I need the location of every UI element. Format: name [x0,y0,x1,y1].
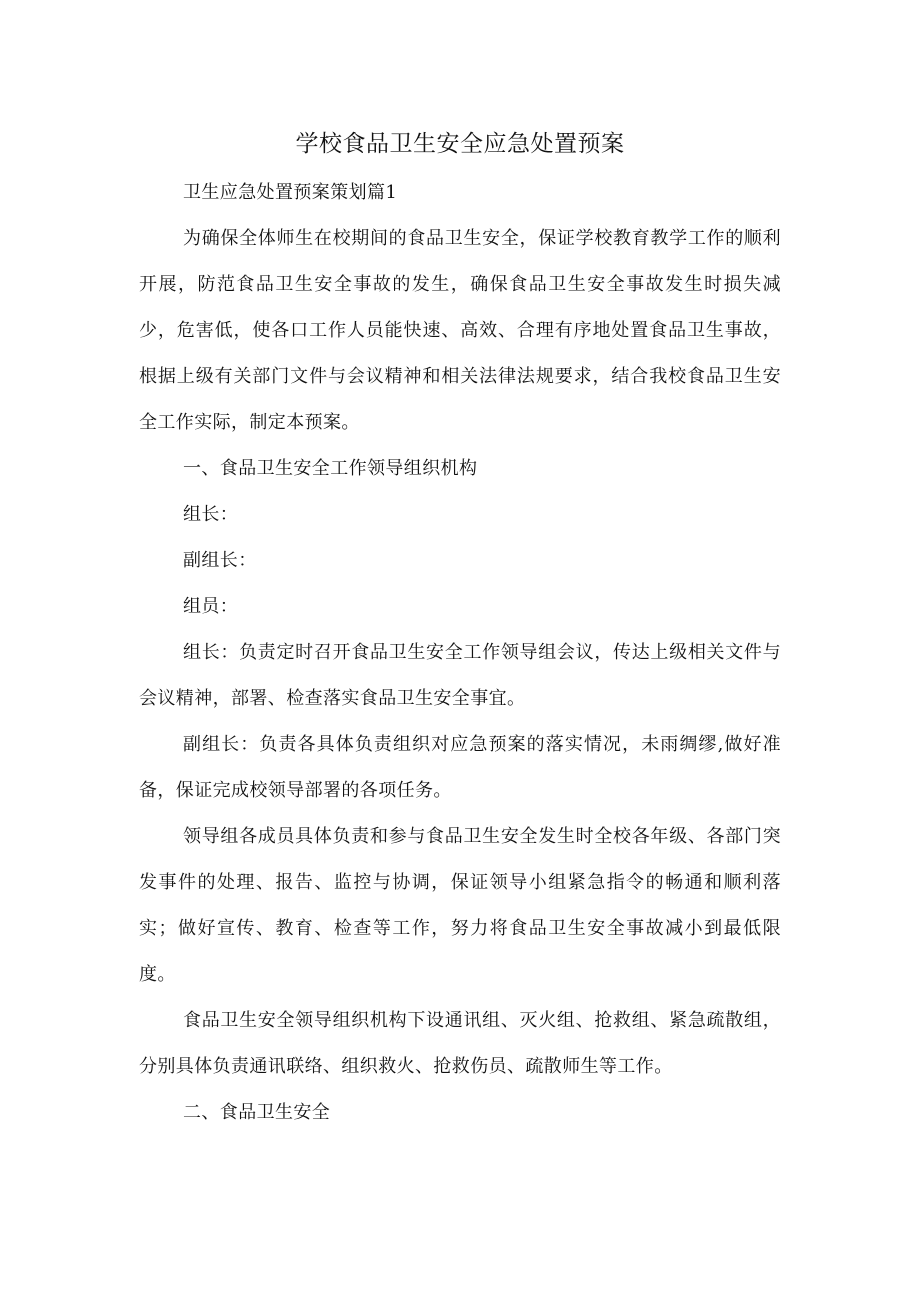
section-heading-2: 二、食品卫生安全 [183,1102,331,1123]
section-heading-1: 一、食品卫生安全工作领导组织机构 [183,458,478,479]
deputy-duty-paragraph: 副组长：负责各具体负责组织对应急预案的落实情况，未雨绸缪,做好准备，保证完成校领导部署的各项任务。 [139,734,781,801]
deputy-leader-line: 副组长： [183,550,257,571]
subgroups-paragraph: 食品卫生安全领导组织机构下设通讯组、灭火组、抢救组、紧急疏散组，分别具体负责通讯联络、组织救火、抢救伤员、疏散师生等工作。 [139,1010,781,1077]
members-duty-paragraph: 领导组各成员具体负责和参与食品卫生安全发生时全校各年级、各部门突发事件的处理、报告、监控与协调，保证领导小组紧急指令的畅通和顺利落实；做好宣传、教育、检查等工作，努力将食品卫生安全事故减小到最低限度。 [139,826,781,985]
leader-duty-paragraph: 组长：负责定时召开食品卫生安全工作领导组会议，传达上级相关文件与会议精神，部署、检查落实食品卫生安全事宜。 [139,642,781,709]
section-subtitle: 卫生应急处置预案策划篇1 [183,182,398,203]
intro-paragraph: 为确保全体师生在校期间的食品卫生安全，保证学校教育教学工作的顺利开展，防范食品卫生安全事故的发生，确保食品卫生安全事故发生时损失减少，危害低，使各口工作人员能快速、高效、合理有序地处置食品卫生事故，根据上级有关部门文件与会议精神和相关法律法规要求，结合我校食品卫生安全工作实际，制定本预案。 [139,228,781,433]
document-title: 学校食品卫生安全应急处置预案 [295,131,625,157]
leader-line: 组长： [183,504,239,525]
members-line: 组员： [183,596,239,617]
document-body [139,170,781,1136]
